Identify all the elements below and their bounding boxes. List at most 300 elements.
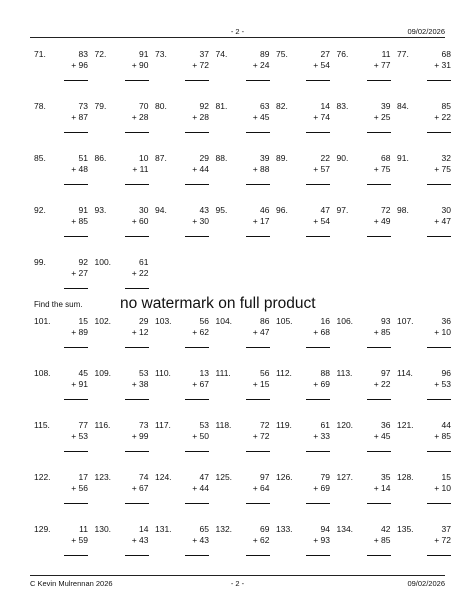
addend-top: 11 <box>79 524 88 534</box>
problem-number: 93. <box>94 205 107 215</box>
problem-number: 105. <box>276 316 293 326</box>
addend-bottom: + 91 <box>71 379 88 389</box>
problem-number: 72. <box>94 49 107 59</box>
problem-number: 119. <box>276 420 292 430</box>
problem-number: 89. <box>276 153 288 163</box>
addition-problem <box>95 420 153 460</box>
addend-top: 45 <box>78 368 88 378</box>
answer-line[interactable] <box>64 236 88 237</box>
problem-number: 129. <box>34 524 51 534</box>
addend-top: 63 <box>260 101 270 111</box>
problem-row <box>34 101 454 141</box>
addition-problem <box>155 49 213 89</box>
addend-bottom: + 10 <box>434 327 451 337</box>
addend-top: 91 <box>139 49 149 59</box>
addend-top: 27 <box>320 49 330 59</box>
problem-row <box>34 368 454 408</box>
addend-bottom: + 67 <box>131 483 149 493</box>
addition-problem <box>216 524 274 564</box>
problem-number: 73. <box>155 49 167 59</box>
answer-line[interactable] <box>367 236 391 237</box>
answer-line[interactable] <box>64 184 88 185</box>
addend-top: 68 <box>441 49 451 59</box>
answer-line[interactable] <box>306 184 330 185</box>
answer-line[interactable] <box>427 347 451 348</box>
addend-top: 96 <box>441 368 451 378</box>
answer-line[interactable] <box>367 503 391 504</box>
problem-number: 107. <box>397 316 414 326</box>
addend-top: 42 <box>381 524 391 534</box>
answer-line[interactable] <box>306 236 330 237</box>
addend-top: 56 <box>260 368 270 378</box>
problem-number: 71. <box>34 49 46 59</box>
addend-bottom: + 69 <box>313 483 330 493</box>
addition-problem <box>276 205 334 245</box>
answer-line[interactable] <box>306 80 330 81</box>
addend-bottom: + 54 <box>313 216 330 226</box>
addition-problem <box>95 368 153 408</box>
addend-bottom: + 22 <box>373 379 391 389</box>
answer-line[interactable] <box>64 399 88 400</box>
addend-top: 30 <box>139 205 149 215</box>
addend-bottom: + 74 <box>313 112 330 122</box>
addend-top: 91 <box>78 205 88 215</box>
answer-line[interactable] <box>125 132 149 133</box>
addend-bottom: + 68 <box>313 327 330 337</box>
addend-bottom: + 49 <box>373 216 391 226</box>
answer-line[interactable] <box>427 80 451 81</box>
addend-bottom: + 93 <box>313 535 330 545</box>
problem-number: 131. <box>155 524 172 534</box>
addend-top: 72 <box>260 420 270 430</box>
problem-number: 83. <box>336 101 349 111</box>
addend-top: 29 <box>139 316 149 326</box>
addition-problem <box>216 368 274 408</box>
problem-number: 118. <box>215 420 232 430</box>
problem-number: 112. <box>276 368 292 378</box>
answer-line[interactable] <box>185 236 209 237</box>
addition-problem <box>155 101 213 141</box>
addition-problem <box>95 257 153 297</box>
answer-line[interactable] <box>367 555 391 556</box>
problem-number: 84. <box>397 101 409 111</box>
addend-bottom: + 72 <box>252 431 270 441</box>
addend-bottom: + 47 <box>252 327 270 337</box>
addition-problem <box>216 101 274 141</box>
answer-line[interactable] <box>246 236 270 237</box>
addend-bottom: + 53 <box>71 431 88 441</box>
footer-date: 09/02/2026 <box>407 579 445 588</box>
addend-bottom: + 67 <box>192 379 209 389</box>
addend-top: 88 <box>320 368 330 378</box>
answer-line[interactable] <box>125 451 149 452</box>
addend-top: 16 <box>320 316 330 326</box>
answer-line[interactable] <box>427 451 451 452</box>
answer-line[interactable] <box>125 503 149 504</box>
addition-problem <box>397 49 455 89</box>
answer-line[interactable] <box>185 80 209 81</box>
addition-problem <box>337 49 395 89</box>
addition-problem <box>337 420 395 460</box>
problem-number: 104. <box>215 316 233 326</box>
problem-number: 92. <box>34 205 46 215</box>
addition-problem <box>276 49 334 89</box>
addend-bottom: + 56 <box>71 483 88 493</box>
problem-number: 90. <box>336 153 349 163</box>
problem-number: 85. <box>34 153 46 163</box>
answer-line[interactable] <box>367 132 391 133</box>
addend-top: 39 <box>381 101 391 111</box>
addend-bottom: + 28 <box>131 112 149 122</box>
problem-number: 94. <box>155 205 167 215</box>
addition-problem <box>337 524 395 564</box>
addition-problem <box>216 153 274 193</box>
addend-top: 68 <box>381 153 391 163</box>
problem-number: 97. <box>336 205 349 215</box>
addend-top: 83 <box>78 49 88 59</box>
addend-bottom: + 64 <box>252 483 270 493</box>
addend-top: 14 <box>139 524 149 534</box>
addition-problem <box>155 205 213 245</box>
problem-number: 121. <box>397 420 414 430</box>
problem-number: 82. <box>276 101 288 111</box>
addend-top: 35 <box>381 472 391 482</box>
addition-problem <box>397 101 455 141</box>
addend-top: 10 <box>139 153 149 163</box>
problem-number: 135. <box>397 524 414 534</box>
addend-bottom: + 57 <box>313 164 330 174</box>
problem-number: 102. <box>94 316 112 326</box>
addition-problem <box>95 524 153 564</box>
addition-problem <box>337 153 395 193</box>
problem-number: 114. <box>397 368 413 378</box>
answer-line[interactable] <box>125 555 149 556</box>
addend-top: 89 <box>260 49 270 59</box>
instructions: Find the sum. <box>34 300 83 309</box>
addition-problem <box>34 316 92 356</box>
addition-problem <box>216 316 274 356</box>
addend-bottom: + 15 <box>252 379 270 389</box>
answer-line[interactable] <box>64 132 88 133</box>
problem-number: 123. <box>94 472 112 482</box>
answer-line[interactable] <box>125 184 149 185</box>
addition-problem <box>337 368 395 408</box>
answer-line[interactable] <box>306 132 330 133</box>
problem-number: 120. <box>336 420 354 430</box>
addend-bottom: + 31 <box>434 60 451 70</box>
answer-line[interactable] <box>367 399 391 400</box>
answer-line[interactable] <box>367 80 391 81</box>
answer-line[interactable] <box>185 184 209 185</box>
addition-problem <box>397 368 455 408</box>
addend-top: 69 <box>260 524 270 534</box>
answer-line[interactable] <box>367 347 391 348</box>
addition-problem <box>276 316 334 356</box>
addition-problem <box>216 472 274 512</box>
addition-problem <box>397 420 455 460</box>
answer-line[interactable] <box>125 236 149 237</box>
addend-bottom: + 96 <box>71 60 88 70</box>
addend-bottom: + 10 <box>434 483 451 493</box>
addend-top: 11 <box>381 49 391 59</box>
addend-bottom: + 27 <box>71 268 88 278</box>
answer-line[interactable] <box>246 503 270 504</box>
addend-top: 47 <box>320 205 330 215</box>
addend-bottom: + 43 <box>131 535 149 545</box>
problem-number: 128. <box>397 472 414 482</box>
addend-top: 47 <box>199 472 209 482</box>
problem-number: 86. <box>94 153 107 163</box>
problem-number: 87. <box>155 153 167 163</box>
addend-bottom: + 75 <box>434 164 451 174</box>
addend-top: 36 <box>381 420 391 430</box>
addend-bottom: + 14 <box>373 483 391 493</box>
addition-problem <box>34 524 92 564</box>
addend-bottom: + 88 <box>252 164 270 174</box>
addition-problem <box>34 153 92 193</box>
footer-author: C Kevin Mulrennan 2026 <box>30 579 113 588</box>
problem-number: 78. <box>34 101 46 111</box>
problem-number: 106. <box>336 316 354 326</box>
answer-line[interactable] <box>246 184 270 185</box>
problem-number: 91. <box>397 153 409 163</box>
addition-problem <box>337 101 395 141</box>
addition-problem <box>95 472 153 512</box>
addition-problem <box>397 316 455 356</box>
addend-top: 51 <box>78 153 88 163</box>
addend-top: 15 <box>78 316 88 326</box>
answer-line[interactable] <box>64 347 88 348</box>
addition-problem <box>155 420 213 460</box>
problem-number: 115. <box>34 420 50 430</box>
answer-line[interactable] <box>306 451 330 452</box>
addend-top: 32 <box>441 153 451 163</box>
addend-bottom: + 89 <box>71 327 88 337</box>
answer-line[interactable] <box>125 288 149 289</box>
addition-problem <box>34 368 92 408</box>
addend-bottom: + 33 <box>313 431 330 441</box>
answer-line[interactable] <box>185 132 209 133</box>
addend-top: 56 <box>199 316 209 326</box>
addend-top: 53 <box>199 420 209 430</box>
answer-line[interactable] <box>306 399 330 400</box>
problem-number: 81. <box>215 101 228 111</box>
addition-problem <box>397 524 455 564</box>
problem-number: 74. <box>215 49 228 59</box>
addition-problem <box>155 472 213 512</box>
addend-bottom: + 72 <box>434 535 451 545</box>
answer-line[interactable] <box>427 184 451 185</box>
answer-line[interactable] <box>427 503 451 504</box>
answer-line[interactable] <box>125 347 149 348</box>
problem-number: 77. <box>397 49 409 59</box>
addend-bottom: + 50 <box>192 431 209 441</box>
addend-bottom: + 22 <box>131 268 149 278</box>
answer-line[interactable] <box>306 347 330 348</box>
addition-problem <box>155 153 213 193</box>
addition-problem <box>276 101 334 141</box>
addend-bottom: + 85 <box>71 216 88 226</box>
addition-problem <box>276 420 334 460</box>
watermark: no watermark on full product <box>120 295 316 312</box>
addition-problem <box>276 524 334 564</box>
answer-line[interactable] <box>306 555 330 556</box>
problem-number: 100. <box>94 257 112 267</box>
answer-line[interactable] <box>427 236 451 237</box>
addend-bottom: + 60 <box>131 216 149 226</box>
answer-line[interactable] <box>64 503 88 504</box>
problem-number: 96. <box>276 205 288 215</box>
addend-bottom: + 24 <box>252 60 270 70</box>
addend-top: 74 <box>139 472 149 482</box>
answer-line[interactable] <box>125 399 149 400</box>
problem-number: 134. <box>336 524 354 534</box>
answer-line[interactable] <box>306 503 330 504</box>
header-date: 09/02/2026 <box>407 27 445 36</box>
answer-line[interactable] <box>185 503 209 504</box>
answer-line[interactable] <box>64 555 88 556</box>
addition-problem <box>276 472 334 512</box>
addend-top: 61 <box>320 420 330 430</box>
answer-line[interactable] <box>246 399 270 400</box>
addend-bottom: + 87 <box>71 112 88 122</box>
problem-row <box>34 257 454 297</box>
answer-line[interactable] <box>246 555 270 556</box>
problem-number: 132. <box>215 524 233 534</box>
addend-bottom: + 90 <box>131 60 149 70</box>
addend-top: 37 <box>441 524 451 534</box>
answer-line[interactable] <box>427 399 451 400</box>
problem-number: 98. <box>397 205 409 215</box>
problem-number: 99. <box>34 257 46 267</box>
addend-bottom: + 99 <box>131 431 149 441</box>
addition-problem <box>216 420 274 460</box>
header-page-number: - 2 - <box>230 27 245 36</box>
answer-line[interactable] <box>64 288 88 289</box>
answer-line[interactable] <box>185 399 209 400</box>
addition-problem <box>34 101 92 141</box>
addend-bottom: + 47 <box>434 216 451 226</box>
answer-line[interactable] <box>367 451 391 452</box>
addend-top: 53 <box>139 368 149 378</box>
addend-bottom: + 54 <box>313 60 330 70</box>
addend-top: 73 <box>139 420 149 430</box>
addend-bottom: + 77 <box>373 60 391 70</box>
answer-line[interactable] <box>367 184 391 185</box>
addend-bottom: + 28 <box>192 112 209 122</box>
addition-problem <box>95 101 153 141</box>
answer-line[interactable] <box>185 555 209 556</box>
addend-top: 86 <box>260 316 270 326</box>
answer-line[interactable] <box>64 80 88 81</box>
answer-line[interactable] <box>427 555 451 556</box>
addition-problem <box>95 49 153 89</box>
addition-problem <box>337 472 395 512</box>
addend-top: 70 <box>139 101 149 111</box>
addend-top: 30 <box>441 205 451 215</box>
problem-number: 101. <box>34 316 51 326</box>
answer-line[interactable] <box>125 80 149 81</box>
addition-problem <box>34 420 92 460</box>
addend-bottom: + 44 <box>192 483 209 493</box>
addend-top: 46 <box>260 205 270 215</box>
addend-top: 94 <box>320 524 330 534</box>
addend-bottom: + 11 <box>132 164 149 174</box>
problem-row <box>34 472 454 512</box>
problem-number: 124. <box>155 472 172 482</box>
addend-top: 15 <box>441 472 451 482</box>
problem-number: 133. <box>276 524 293 534</box>
problem-row <box>34 524 454 564</box>
problem-number: 117. <box>155 420 171 430</box>
answer-line[interactable] <box>246 80 270 81</box>
addition-problem <box>155 368 213 408</box>
answer-line[interactable] <box>246 451 270 452</box>
addition-problem <box>397 472 455 512</box>
addition-problem <box>155 524 213 564</box>
problem-row <box>34 205 454 245</box>
addend-top: 72 <box>381 205 391 215</box>
answer-line[interactable] <box>246 132 270 133</box>
problem-number: 109. <box>94 368 112 378</box>
addition-problem <box>397 205 455 245</box>
addend-top: 73 <box>78 101 88 111</box>
problem-number: 79. <box>94 101 107 111</box>
problem-row <box>34 153 454 193</box>
addend-bottom: + 17 <box>252 216 270 226</box>
addend-top: 29 <box>199 153 209 163</box>
addend-top: 79 <box>320 472 330 482</box>
answer-line[interactable] <box>246 347 270 348</box>
problem-row <box>34 49 454 89</box>
addend-top: 97 <box>260 472 270 482</box>
addition-problem <box>95 205 153 245</box>
problem-number: 76. <box>336 49 349 59</box>
answer-line[interactable] <box>427 132 451 133</box>
addend-top: 97 <box>381 368 391 378</box>
problem-number: 108. <box>34 368 51 378</box>
answer-line[interactable] <box>185 451 209 452</box>
addend-bottom: + 59 <box>71 535 88 545</box>
addition-problem <box>216 205 274 245</box>
addend-top: 17 <box>78 472 88 482</box>
addend-bottom: + 75 <box>373 164 391 174</box>
problem-number: 122. <box>34 472 51 482</box>
addend-bottom: + 30 <box>192 216 209 226</box>
problem-number: 88. <box>215 153 228 163</box>
addend-top: 43 <box>199 205 209 215</box>
addend-top: 92 <box>199 101 209 111</box>
answer-line[interactable] <box>185 347 209 348</box>
addend-top: 22 <box>320 153 330 163</box>
addend-top: 85 <box>441 101 451 111</box>
answer-line[interactable] <box>64 451 88 452</box>
addend-bottom: + 48 <box>71 164 88 174</box>
addition-problem <box>155 316 213 356</box>
problem-row <box>34 420 454 460</box>
addend-bottom: + 85 <box>434 431 451 441</box>
addition-problem <box>337 316 395 356</box>
problem-number: 130. <box>94 524 112 534</box>
addend-top: 44 <box>441 420 451 430</box>
addition-problem <box>397 153 455 193</box>
addend-bottom: + 72 <box>192 60 209 70</box>
addition-problem <box>34 49 92 89</box>
problem-number: 126. <box>276 472 293 482</box>
problem-number: 125. <box>215 472 233 482</box>
addend-top: 65 <box>199 524 209 534</box>
addend-top: 39 <box>260 153 270 163</box>
